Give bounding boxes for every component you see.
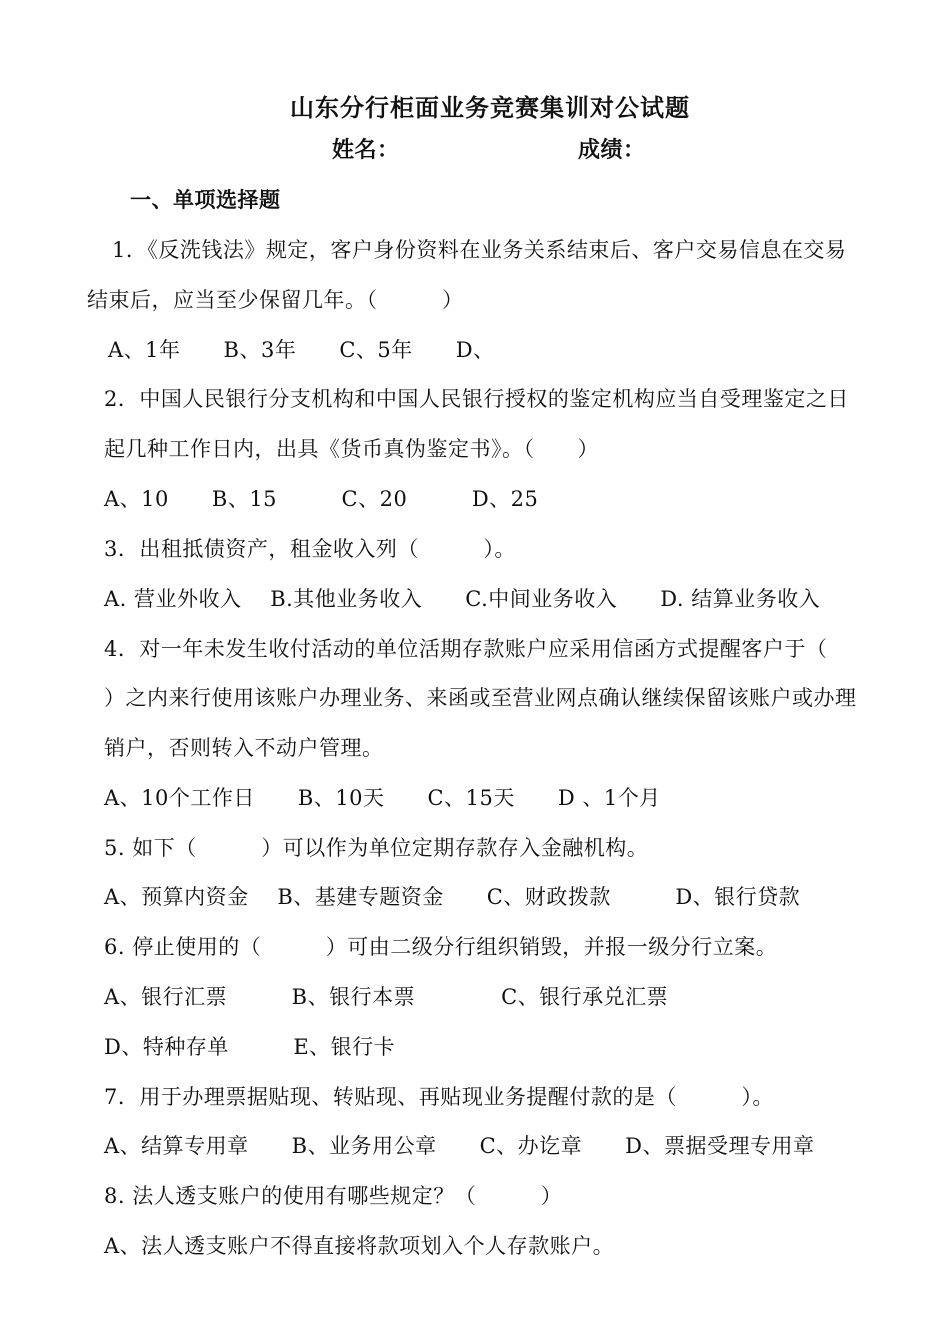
question-line: ）之内来行使用该账户办理业务、来函或至营业网点确认继续保留该账户或办理	[104, 686, 857, 710]
question-line: 7．用于办理票据贴现、转贴现、再贴现业务提醒付款的是（ ）。	[104, 1085, 774, 1109]
question-line: 6. 停止使用的（ ）可由二级分行组织销毁，并报一级分行立案。	[104, 935, 778, 959]
question-line: 结束后，应当至少保留几年。（ ）	[87, 288, 464, 312]
option-line: A、银行汇票 B、银行本票 C、银行承兑汇票	[104, 985, 669, 1009]
page-title: 山东分行柜面业务竞赛集训对公试题	[290, 94, 690, 122]
option-line: A、10个工作日 B、10天 C、15天 D 、1个月	[104, 786, 661, 810]
question-line: 2．中国人民银行分支机构和中国人民银行授权的鉴定机构应当自受理鉴定之日	[104, 387, 849, 411]
question-line: 8. 法人透支账户的使用有哪些规定？（ ）	[104, 1184, 563, 1208]
question-line: 销户，否则转入不动户管理。	[104, 736, 384, 760]
question-line: 3．出租抵债资产，租金收入列（ ）。	[104, 537, 516, 561]
section-heading: 一、单项选择题	[130, 188, 281, 212]
option-line: A、1年 B、3年 C、5年 D、	[108, 338, 495, 362]
name-label: 姓名：	[332, 138, 400, 163]
question-line: 4．对一年未发生收付活动的单位活期存款账户应采用信函方式提醒客户于（	[104, 637, 828, 661]
option-line: A、10 B、15 C、20 D、25	[104, 487, 539, 511]
option-line: A、法人透支账户不得直接将款项划入个人存款账户。	[104, 1234, 615, 1258]
option-line: A. 营业外收入 B.其他业务收入 C.中间业务收入 D. 结算业务收入	[104, 587, 821, 611]
option-line: D、特种存单 E、银行卡	[104, 1035, 396, 1059]
score-label: 成绩：	[578, 138, 646, 163]
option-line: A、预算内资金 B、基建专题资金 C、财政拨款 D、银行贷款	[104, 885, 801, 909]
question-line: 起几种工作日内，出具《货币真伪鉴定书》。（ ）	[104, 437, 599, 461]
question-line: 1．《反洗钱法》规定，客户身份资料在业务关系结束后、客户交易信息在交易	[112, 238, 847, 262]
question-line: 5. 如下（ ）可以作为单位定期存款存入金融机构。	[104, 836, 649, 860]
option-line: A、结算专用章 B、业务用公章 C、办讫章 D、票据受理专用章	[104, 1134, 815, 1158]
